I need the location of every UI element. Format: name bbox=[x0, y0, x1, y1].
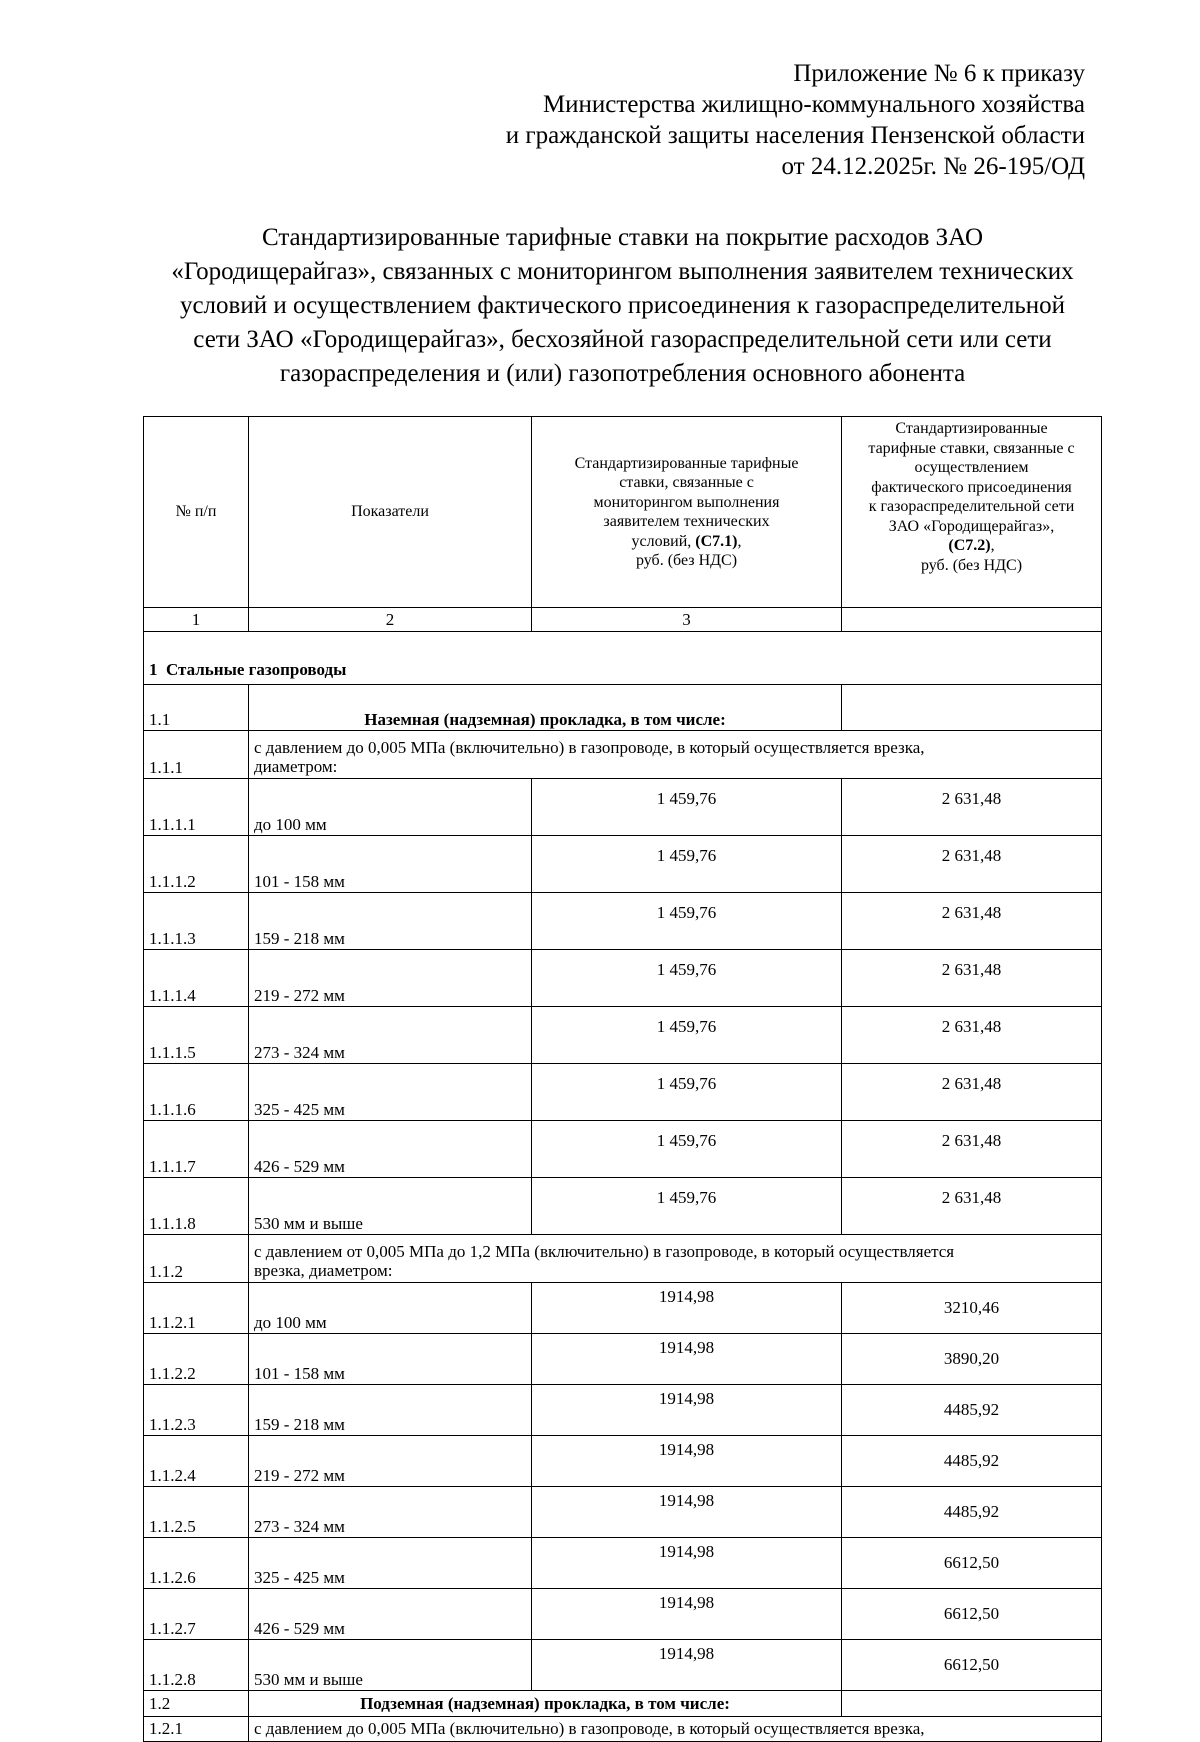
c71-header-l7: руб. (без НДС) bbox=[635, 552, 738, 569]
value-c71: 1 459,76 bbox=[532, 1064, 842, 1121]
row-number: 1.1.1.1 bbox=[144, 779, 249, 836]
col-header-c71 bbox=[532, 417, 842, 608]
subgroup-row bbox=[144, 1717, 1102, 1742]
table-row bbox=[144, 1283, 1102, 1334]
row-number: 1.1.2.4 bbox=[144, 1436, 249, 1487]
row-number: 1.1.2.7 bbox=[144, 1589, 249, 1640]
header-line-2: Министерства жилищно-коммунального хозяйства bbox=[542, 91, 1085, 118]
row-label: 101 - 158 мм bbox=[249, 836, 532, 893]
header-line-3: и гражданской защиты населения Пензенской области bbox=[505, 122, 1085, 149]
row-label: 426 - 529 мм bbox=[249, 1121, 532, 1178]
table-row bbox=[144, 1121, 1102, 1178]
value-c71: 1914,98 bbox=[532, 1487, 842, 1538]
table-row bbox=[144, 1334, 1102, 1385]
row-label: 159 - 218 мм bbox=[249, 893, 532, 950]
row-number: 1.1.1.4 bbox=[144, 950, 249, 1007]
value-c72: 2 631,48 bbox=[842, 950, 1102, 1007]
row-number: 1.1.2.8 bbox=[144, 1640, 249, 1691]
value-c71: 1 459,76 bbox=[532, 1007, 842, 1064]
row-number: 1.1.1.2 bbox=[144, 836, 249, 893]
row-number: 1.1.1.7 bbox=[144, 1121, 249, 1178]
row-label: 325 - 425 мм bbox=[249, 1064, 532, 1121]
row-label: 426 - 529 мм bbox=[249, 1589, 532, 1640]
subgroup-line-2: врезка, диаметром: bbox=[254, 1261, 393, 1280]
col-header-number: № п/п bbox=[144, 417, 249, 608]
value-c71: 1 459,76 bbox=[532, 836, 842, 893]
table-row bbox=[144, 1487, 1102, 1538]
row-number: 1.1.1.5 bbox=[144, 1007, 249, 1064]
row-number: 1.1.2.5 bbox=[144, 1487, 249, 1538]
value-c72: 2 631,48 bbox=[842, 1064, 1102, 1121]
section-row bbox=[144, 632, 1102, 685]
group-empty-cell bbox=[842, 1691, 1102, 1717]
value-c72: 2 631,48 bbox=[842, 1121, 1102, 1178]
row-number: 1.1.1.3 bbox=[144, 893, 249, 950]
value-c72: 2 631,48 bbox=[842, 1007, 1102, 1064]
value-c72: 6612,50 bbox=[842, 1640, 1102, 1691]
value-c71: 1914,98 bbox=[532, 1283, 842, 1334]
row-label: 273 - 324 мм bbox=[249, 1487, 532, 1538]
table-row bbox=[144, 1436, 1102, 1487]
col-header-c72 bbox=[842, 417, 1102, 608]
title-line-1: Стандартизированные тарифные ставки на покрытие расходов ЗАО bbox=[261, 224, 984, 251]
c72-header-l1: Стандартизированные bbox=[895, 420, 1048, 437]
table-row bbox=[144, 893, 1102, 950]
table-row bbox=[144, 1589, 1102, 1640]
c71-header-l2: ставки, связанные с bbox=[619, 474, 754, 491]
c72-header-l3: осуществлением bbox=[914, 459, 1029, 476]
table-row bbox=[144, 1064, 1102, 1121]
subgroup-line-2: диаметром: bbox=[254, 757, 338, 776]
table-header-row bbox=[144, 417, 1102, 608]
c72-header-l2: тарифные ставки, связанные с bbox=[868, 439, 1075, 457]
value-c71: 1914,98 bbox=[532, 1589, 842, 1640]
value-c71: 1 459,76 bbox=[532, 779, 842, 836]
subgroup-number: 1.1.2 bbox=[144, 1235, 249, 1283]
value-c72: 3890,20 bbox=[842, 1334, 1102, 1385]
row-label: 325 - 425 мм bbox=[249, 1538, 532, 1589]
value-c72: 4485,92 bbox=[842, 1385, 1102, 1436]
value-c71: 1 459,76 bbox=[532, 1178, 842, 1235]
value-c71: 1914,98 bbox=[532, 1385, 842, 1436]
group-row bbox=[144, 1691, 1102, 1717]
c72-header-l5: к газораспределительной сети bbox=[868, 498, 1075, 515]
title-line-2: «Городищерайгаз», связанных с мониторингом выполнения заявителем технических bbox=[171, 258, 1074, 285]
col-number-3: 3 bbox=[532, 608, 842, 632]
row-label: 530 мм и выше bbox=[249, 1178, 532, 1235]
table-row bbox=[144, 1007, 1102, 1064]
col-number-4 bbox=[842, 608, 1102, 632]
value-c71: 1914,98 bbox=[532, 1436, 842, 1487]
row-number: 1.1.1.6 bbox=[144, 1064, 249, 1121]
c72-header-l6: ЗАО «Городищерайгаз», bbox=[888, 517, 1055, 535]
subgroup-line-1: с давлением до 0,005 МПа (включительно) в газопроводе, в который осуществляется врезка, bbox=[254, 738, 925, 757]
subgroup-number: 1.1.1 bbox=[144, 731, 249, 779]
row-number: 1.1.2.6 bbox=[144, 1538, 249, 1589]
table-row bbox=[144, 1640, 1102, 1691]
row-number: 1.1.1.8 bbox=[144, 1178, 249, 1235]
table-row bbox=[144, 1178, 1102, 1235]
group-label: Подземная (надземная) прокладка, в том числе: bbox=[249, 1691, 842, 1717]
value-c72: 2 631,48 bbox=[842, 779, 1102, 836]
c71-header-code: (С7.1) bbox=[695, 532, 738, 550]
row-number: 1.1.2.1 bbox=[144, 1283, 249, 1334]
document-header bbox=[506, 58, 1085, 182]
c71-header-l5: условий, bbox=[631, 532, 692, 550]
header-line-4: от 24.12.2025г. № 26-195/ОД bbox=[781, 153, 1085, 180]
c71-header-l1: Стандартизированные тарифные bbox=[574, 454, 799, 472]
section-heading bbox=[144, 632, 1102, 685]
value-c72: 4485,92 bbox=[842, 1487, 1102, 1538]
value-c72: 3210,46 bbox=[842, 1283, 1102, 1334]
value-c72: 2 631,48 bbox=[842, 1178, 1102, 1235]
c71-header-l3: мониторингом выполнения bbox=[593, 493, 780, 511]
subgroup-number: 1.2.1 bbox=[144, 1717, 249, 1742]
col-number-1: 1 bbox=[144, 608, 249, 632]
value-c72: 6612,50 bbox=[842, 1538, 1102, 1589]
group-label: Наземная (надземная) прокладка, в том числе: bbox=[249, 685, 842, 731]
row-number: 1.1.2.2 bbox=[144, 1334, 249, 1385]
column-number-row bbox=[144, 608, 1102, 632]
c71-header-comma: , bbox=[737, 532, 742, 550]
title-line-4: сети ЗАО «Городищерайгаз», бесхозяйной газораспределительной сети или сети bbox=[193, 326, 1052, 353]
table-row bbox=[144, 779, 1102, 836]
value-c72: 4485,92 bbox=[842, 1436, 1102, 1487]
value-c71: 1914,98 bbox=[532, 1334, 842, 1385]
table-row bbox=[144, 1385, 1102, 1436]
value-c71: 1914,98 bbox=[532, 1538, 842, 1589]
value-c72: 6612,50 bbox=[842, 1589, 1102, 1640]
title-line-5: газораспределения и (или) газопотребления основного абонента bbox=[279, 360, 966, 387]
row-number: 1.1.2.3 bbox=[144, 1385, 249, 1436]
row-label: 273 - 324 мм bbox=[249, 1007, 532, 1064]
c72-header-code: (С7.2) bbox=[948, 537, 991, 554]
group-number: 1.2 bbox=[144, 1691, 249, 1717]
subgroup-label bbox=[249, 1235, 1102, 1283]
subgroup-label: с давлением до 0,005 МПа (включительно) в газопроводе, в который осуществляется врезка, bbox=[249, 1717, 1102, 1742]
value-c71: 1914,98 bbox=[532, 1640, 842, 1691]
subgroup-label bbox=[249, 731, 1102, 779]
c72-header-l8: руб. (без НДС) bbox=[920, 556, 1023, 574]
value-c71: 1 459,76 bbox=[532, 950, 842, 1007]
row-label: до 100 мм bbox=[249, 779, 532, 836]
table-row bbox=[144, 836, 1102, 893]
group-row bbox=[144, 685, 1102, 731]
header-line-1: Приложение № 6 к приказу bbox=[793, 60, 1085, 87]
row-label: до 100 мм bbox=[249, 1283, 532, 1334]
value-c71: 1 459,76 bbox=[532, 1121, 842, 1178]
row-label: 101 - 158 мм bbox=[249, 1334, 532, 1385]
row-label: 219 - 272 мм bbox=[249, 1436, 532, 1487]
value-c72: 2 631,48 bbox=[842, 893, 1102, 950]
subgroup-line-1: с давлением от 0,005 МПа до 1,2 МПа (включительно) в газопроводе, в который осуществляется bbox=[254, 1242, 955, 1261]
col-number-2: 2 bbox=[249, 608, 532, 632]
title-line-3: условий и осуществлением фактического присоединения к газораспределительной bbox=[179, 292, 1066, 319]
document-title bbox=[130, 221, 1115, 391]
value-c71: 1 459,76 bbox=[532, 893, 842, 950]
c72-header-comma: , bbox=[990, 537, 995, 554]
table-row bbox=[144, 1538, 1102, 1589]
row-label: 530 мм и выше bbox=[249, 1640, 532, 1691]
tariff-table bbox=[143, 416, 1102, 1742]
group-empty-cell bbox=[842, 685, 1102, 731]
col-header-indicators: Показатели bbox=[249, 417, 532, 608]
c72-header-l4: фактического присоединения bbox=[871, 478, 1072, 496]
group-number: 1.1 bbox=[144, 685, 249, 731]
value-c72: 2 631,48 bbox=[842, 836, 1102, 893]
row-label: 159 - 218 мм bbox=[249, 1385, 532, 1436]
table-row bbox=[144, 950, 1102, 1007]
c71-header-l4: заявителем технических bbox=[603, 513, 770, 530]
section-number: 1 bbox=[149, 660, 158, 679]
subgroup-row bbox=[144, 731, 1102, 779]
row-label: 219 - 272 мм bbox=[249, 950, 532, 1007]
section-label: Стальные газопроводы bbox=[166, 660, 347, 679]
subgroup-row bbox=[144, 1235, 1102, 1283]
